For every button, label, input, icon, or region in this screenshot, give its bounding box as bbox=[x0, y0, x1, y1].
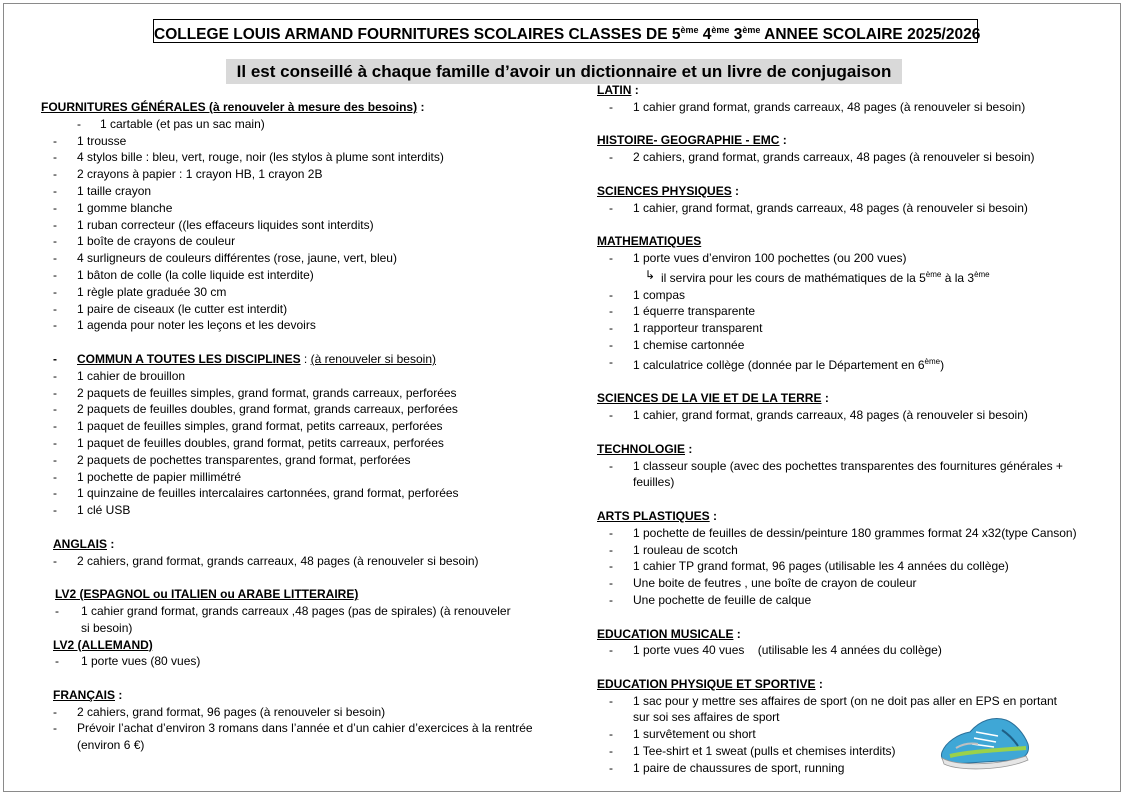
list-item: - 1 cahier grand format, grands carreaux ,48 pages (pas de spirales) (à renouveler si besoin) bbox=[41, 603, 521, 637]
section-heading: MATHEMATIQUES bbox=[597, 234, 702, 249]
list-item: - 2 paquets de feuilles doubles, grand format, grands carreaux, perforées bbox=[41, 401, 561, 418]
list-item: - 1 pochette de papier millimétré bbox=[41, 469, 561, 486]
list-item: - 1 classeur souple (avec des pochettes transparentes des fournitures générales + feuilles) bbox=[597, 458, 1067, 492]
section-heading: HISTOIRE- GEOGRAPHIE - EMC : bbox=[597, 133, 787, 148]
list-item: - 2 cahiers, grand format, 96 pages (à renouveler si besoin) bbox=[41, 704, 541, 721]
item-list bbox=[597, 458, 1067, 492]
item-list bbox=[41, 116, 561, 334]
list-item: - 4 surligneurs de couleurs différentes (rose, jaune, vert, bleu) bbox=[41, 250, 561, 267]
document-title: COLLEGE LOUIS ARMAND FOURNITURES SCOLAIRES CLASSES DE 5ème 4ème 3ème ANNEE SCOLAIRE 2025/2026 bbox=[153, 19, 978, 43]
list-item: - 1 paire de chaussures de sport, running bbox=[597, 760, 1072, 777]
list-item: - 1 porte vues 40 vues (utilisable les 4 années du collège) bbox=[597, 642, 1097, 659]
item-list bbox=[597, 250, 1097, 374]
item-list bbox=[41, 351, 561, 519]
section-francais bbox=[41, 687, 561, 754]
list-item: - 1 porte vues (80 vues) bbox=[41, 653, 561, 670]
section-sciences-physiques bbox=[597, 183, 1097, 217]
list-item: - 1 gomme blanche bbox=[41, 200, 561, 217]
section-heading: LATIN : bbox=[597, 83, 639, 97]
list-item: - 1 équerre transparente bbox=[597, 303, 1097, 320]
list-item: - 2 cahiers, grand format, grands carreaux, 48 pages (à renouveler si besoin) bbox=[41, 553, 561, 570]
spacer bbox=[41, 670, 561, 687]
section-heading: SCIENCES PHYSIQUES : bbox=[597, 183, 740, 198]
right-column bbox=[597, 82, 1097, 777]
list-item: - 2 cahiers, grand format, grands carreaux, 48 pages (à renouveler si besoin) bbox=[597, 149, 1097, 166]
list-item: - 4 stylos bille : bleu, vert, rouge, noir (les stylos à plume sont interdits) bbox=[41, 149, 561, 166]
list-item: - 1 paquet de feuilles simples, grand format, petits carreaux, perforées bbox=[41, 418, 561, 435]
section-svt bbox=[597, 390, 1097, 424]
spacer bbox=[597, 374, 1097, 391]
list-item: - 2 paquets de feuilles simples, grand format, grands carreaux, perforées bbox=[41, 385, 561, 402]
section-heading: ARTS PLASTIQUES : bbox=[597, 508, 718, 523]
spacer bbox=[597, 424, 1097, 441]
item-list bbox=[41, 653, 561, 670]
item-list bbox=[597, 149, 1097, 166]
item-list bbox=[597, 525, 1097, 609]
list-item: - 1 cahier, grand format, grands carreaux, 48 pages (à renouveler si besoin) bbox=[597, 407, 1097, 424]
list-item: - 1 règle plate graduée 30 cm bbox=[41, 284, 561, 301]
list-item: - 1 taille crayon bbox=[41, 183, 561, 200]
list-item: - Une boite de feutres , une boîte de crayon de couleur bbox=[597, 575, 1097, 592]
section-arts-plastiques bbox=[597, 508, 1097, 609]
list-item-note: ↳ il servira pour les cours de mathématiques de la 5ème à la 3ème bbox=[597, 267, 1097, 287]
list-item: - 1 trousse bbox=[41, 133, 561, 150]
spacer bbox=[597, 659, 1097, 676]
spacer bbox=[597, 116, 1097, 133]
list-item: - 1 boîte de crayons de couleur bbox=[41, 233, 561, 250]
list-item: - 1 cahier TP grand format, 96 pages (utilisable les 4 années du collège) bbox=[597, 558, 1097, 575]
section-heading: ANGLAIS : bbox=[53, 536, 115, 551]
advice-banner: Il est conseillé à chaque famille d’avoir un dictionnaire et un livre de conjugaison bbox=[226, 59, 902, 84]
spacer bbox=[597, 491, 1097, 508]
section-heading: FRANÇAIS : bbox=[53, 687, 123, 702]
section-heading: SCIENCES DE LA VIE ET DE LA TERRE : bbox=[597, 391, 829, 406]
list-item: - 1 rouleau de scotch bbox=[597, 542, 1097, 559]
item-list bbox=[41, 603, 521, 637]
running-shoe-image bbox=[936, 712, 1032, 774]
section-heading: EDUCATION PHYSIQUE ET SPORTIVE : bbox=[597, 676, 823, 691]
spacer bbox=[597, 166, 1097, 183]
section-lv2-espagnol bbox=[41, 586, 561, 636]
list-item: - 1 quinzaine de feuilles intercalaires cartonnées, grand format, perforées bbox=[41, 485, 561, 502]
list-item: - 1 calculatrice collège (donnée par le Département en 6ème) bbox=[597, 354, 1097, 374]
section-mathematiques bbox=[597, 233, 1097, 373]
list-item: - 1 pochette de feuilles de dessin/peinture 180 grammes format 24 x32(type Canson) bbox=[597, 525, 1097, 542]
list-item: - 1 Tee-shirt et 1 sweat (pulls et chemises interdits) bbox=[597, 743, 1072, 760]
section-fournitures-generales bbox=[41, 99, 561, 334]
list-item: - 2 crayons à papier : 1 crayon HB, 1 crayon 2B bbox=[41, 166, 561, 183]
section-heading: LV2 (ALLEMAND) bbox=[53, 637, 153, 652]
item-list bbox=[597, 99, 1097, 116]
list-item: - 1 cahier grand format, grands carreaux, 48 pages (à renouveler si besoin) bbox=[597, 99, 1097, 116]
list-item: - 1 cahier de brouillon bbox=[41, 368, 561, 385]
list-item: - Prévoir l’achat d’environ 3 romans dans l’année et d’un cahier d’exercices à la rentrée (environ 6 €) bbox=[41, 720, 541, 754]
section-heading: EDUCATION MUSICALE : bbox=[597, 626, 741, 641]
section-latin bbox=[597, 82, 1097, 116]
list-item: - 1 paire de ciseaux (le cutter est interdit) bbox=[41, 301, 561, 318]
section-histoire-geographie bbox=[597, 132, 1097, 166]
list-item: - 1 survêtement ou short bbox=[597, 726, 1072, 743]
spacer bbox=[597, 216, 1097, 233]
section-technologie bbox=[597, 441, 1097, 491]
section-heading: FOURNITURES GÉNÉRALES (à renouveler à mesure des besoins) : bbox=[41, 100, 425, 114]
list-item: - 1 rapporteur transparent bbox=[597, 320, 1097, 337]
section-anglais bbox=[41, 536, 561, 570]
item-list bbox=[597, 407, 1097, 424]
list-item: - 1 sac pour y mettre ses affaires de sport (on ne doit pas aller en EPS en portant sur soi ses affaires de sport bbox=[597, 693, 1072, 727]
list-item: - 1 bâton de colle (la colle liquide est interdite) bbox=[41, 267, 561, 284]
list-item: - 1 chemise cartonnée bbox=[597, 337, 1097, 354]
section-education-musicale bbox=[597, 626, 1097, 660]
list-item: - 1 cahier, grand format, grands carreaux, 48 pages (à renouveler si besoin) bbox=[597, 200, 1097, 217]
section-lv2-allemand bbox=[41, 637, 561, 671]
spacer bbox=[41, 519, 561, 536]
item-list bbox=[597, 200, 1097, 217]
list-item: - Une pochette de feuille de calque bbox=[597, 592, 1097, 609]
list-item: - 1 agenda pour noter les leçons et les devoirs bbox=[41, 317, 561, 334]
section-commun bbox=[41, 351, 561, 519]
section-heading: LV2 (ESPAGNOL ou ITALIEN ou ARABE LITTERAIRE) bbox=[55, 587, 359, 602]
spacer bbox=[597, 609, 1097, 626]
section-heading: TECHNOLOGIE : bbox=[597, 441, 693, 456]
list-item: - 2 paquets de pochettes transparentes, grand format, perforées bbox=[41, 452, 561, 469]
spacer bbox=[41, 334, 561, 351]
list-item: - 1 porte vues d’environ 100 pochettes (ou 200 vues) bbox=[597, 250, 1097, 267]
list-item: - 1 clé USB bbox=[41, 502, 561, 519]
list-item: - 1 ruban correcteur ((les effaceurs liquides sont interdits) bbox=[41, 217, 561, 234]
spacer bbox=[41, 569, 561, 586]
list-item: - 1 compas bbox=[597, 287, 1097, 304]
item-list bbox=[41, 553, 561, 570]
section-heading: - COMMUN A TOUTES LES DISCIPLINES : (à renouveler si besoin) bbox=[41, 351, 561, 368]
item-list bbox=[597, 642, 1097, 659]
item-list bbox=[41, 704, 541, 754]
list-item: - 1 paquet de feuilles doubles, grand format, petits carreaux, perforées bbox=[41, 435, 561, 452]
list-item: - 1 cartable (et pas un sac main) bbox=[41, 116, 561, 133]
left-column bbox=[41, 99, 561, 754]
